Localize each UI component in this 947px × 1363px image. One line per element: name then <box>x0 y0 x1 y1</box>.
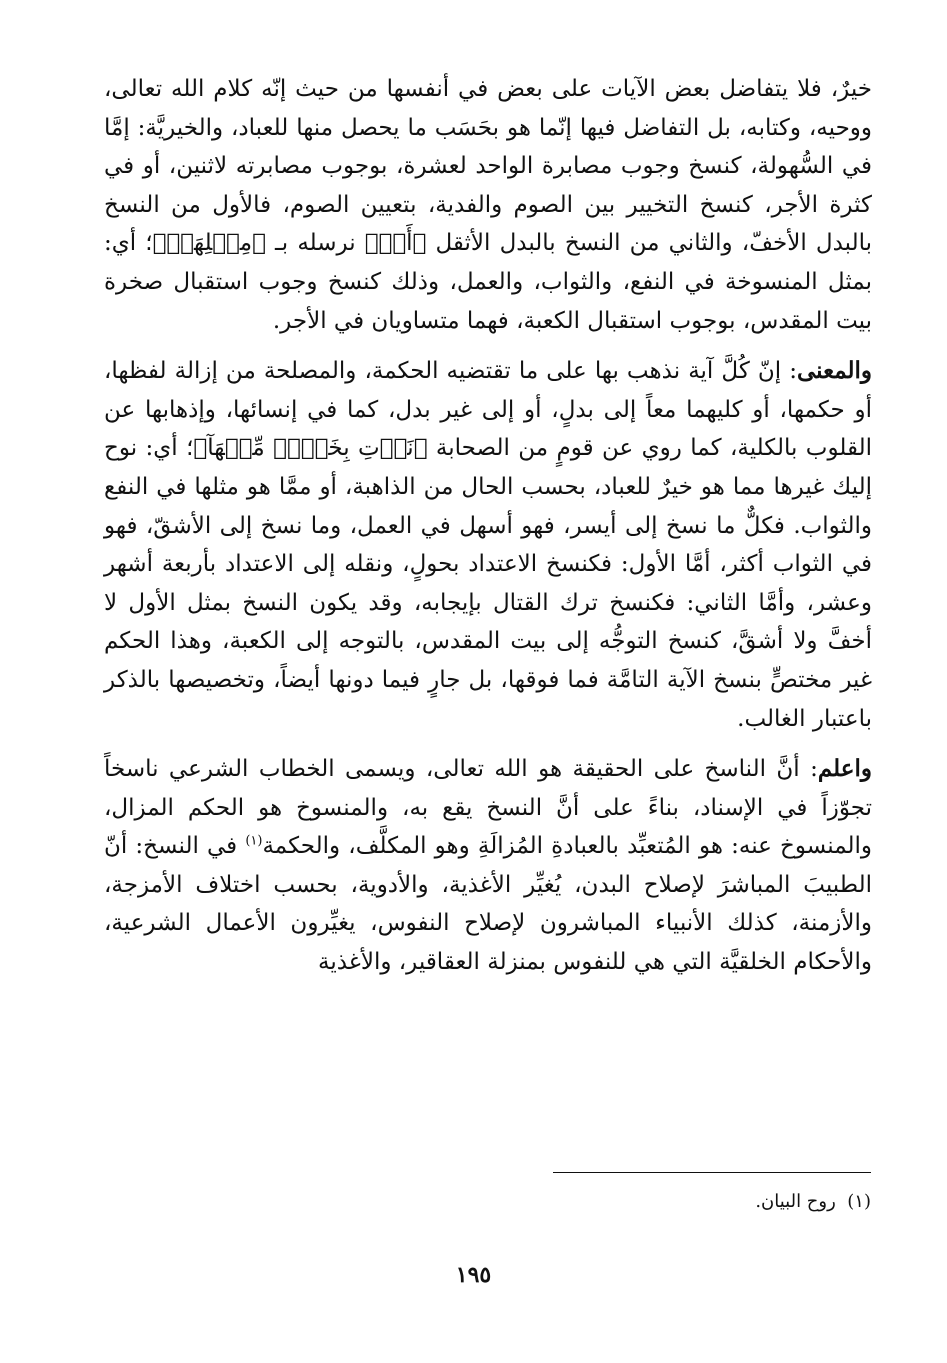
footnote <box>755 1189 871 1215</box>
paragraph-3-text-after: في النسخ: أنّ الطبيبَ المباشرَ لإصلاح البدن، يُغيِّر الأغذية، والأدوية، بحسب اختلاف الأمزجة، والأزمنة، كذلك الأنبياء المباشرون لإصلاح النفوس، يغيِّرون الأعمال الشرعية، والأحكام الخلقيَّة التي هي للنفوس بمنزلة العقاقير، والأغذية <box>104 833 872 976</box>
page-number: ١٩٥ <box>455 1262 492 1288</box>
paragraph-3-text: : أنَّ الناسخ على الحقيقة هو الله تعالى، ويسمى الخطاب الشرعي ناسخاً تجوّزاً في الإسناد، بناءً على أنَّ النسخ يقع به، والمنسوخ هو الحكم المزال، والمنسوخ عنه: هو المُتعبِّد بالعبادةِ المُزالَةِ وهو المكلَّف، والحكمة <box>104 756 872 860</box>
page-body <box>104 70 872 982</box>
paragraph-2-lead: والمعنى <box>796 357 872 385</box>
footnote-reference: (١) <box>245 833 263 849</box>
footnote-divider <box>553 1172 871 1173</box>
paragraph-3-lead: واعلم <box>817 755 872 783</box>
footnote-marker: (١) <box>847 1191 871 1212</box>
paragraph-1-text: خيرٌ، فلا يتفاضل بعض الآيات على بعض في أنفسها من حيث إنّه كلام الله تعالى، ووحيه، وكتابه، بل التفاضل فيها إنّما هو بحَسَب ما يحصل منها للعباد، والخيريَّة: إمَّا في السُّهولة، كنسخ وجوب مصابرة الواحد لعشرة، بوجوب مصابرته لاثنين، أو في كثرة الأجر، كنسخ التخيير بين الصوم والفدية، بتعيين الصوم، فالأول من النسخ بالبدل الأخفّ، والثاني من النسخ بالبدل الأثقل ﴿أَوۡ﴾ نرسله بـ ﴿مِثۡلِهَآۗ﴾؛ أي: بمثل المنسوخة في النفع، والثواب، والعمل، وذلك كنسخ وجوب استقبال صخرة بيت المقدس، بوجوب استقبال الكعبة، فهما متساويان في الأجر. <box>104 76 872 334</box>
paragraph-2 <box>104 352 872 738</box>
paragraph-1 <box>104 70 872 340</box>
paragraph-3 <box>104 750 872 982</box>
paragraph-2-text: : إنّ كُلَّ آية نذهب بها على ما تقتضيه الحكمة، والمصلحة من إزالة لفظها، أو حكمها، أو كليهما معاً إلى بدلٍ، أو إلى غير بدل، كما في إنسائها، وإذهابها عن القلوب بالكلية، كما روي عن قومٍ من الصحابة ﴿نَأۡتِ بِخَيۡرٖ مِّنۡهَآ﴾؛ أي: نوح إليك غيرها مما هو خيرٌ للعباد، بحسب الحال من الذاهبة، أو ممَّا هو مثلها في النفع والثواب. فكلٌّ ما نسخ إلى أيسر، فهو أسهل في العمل، وما نسخ إلى الأشقّ، فهو في الثواب أكثر، أمَّا الأول: فكنسخ الاعتداد بحولٍ، ونقله إلى الاعتداد بأربعة أشهر وعشر، وأمَّا الثاني: فكنسخ ترك القتال بإيجابه، وقد يكون النسخ بمثل الأول لا أخفَّ ولا أشقَّ، كنسخ التوجُّه إلى بيت المقدس، بالتوجه إلى الكعبة، وهذا الحكم غير مختصٍّ بنسخ الآية التامَّة فما فوقها، بل جارٍ فيما دونها أيضاً، وتخصيصها بالذكر باعتبار الغالب. <box>104 358 872 732</box>
footnote-text: روح البيان. <box>755 1191 836 1212</box>
